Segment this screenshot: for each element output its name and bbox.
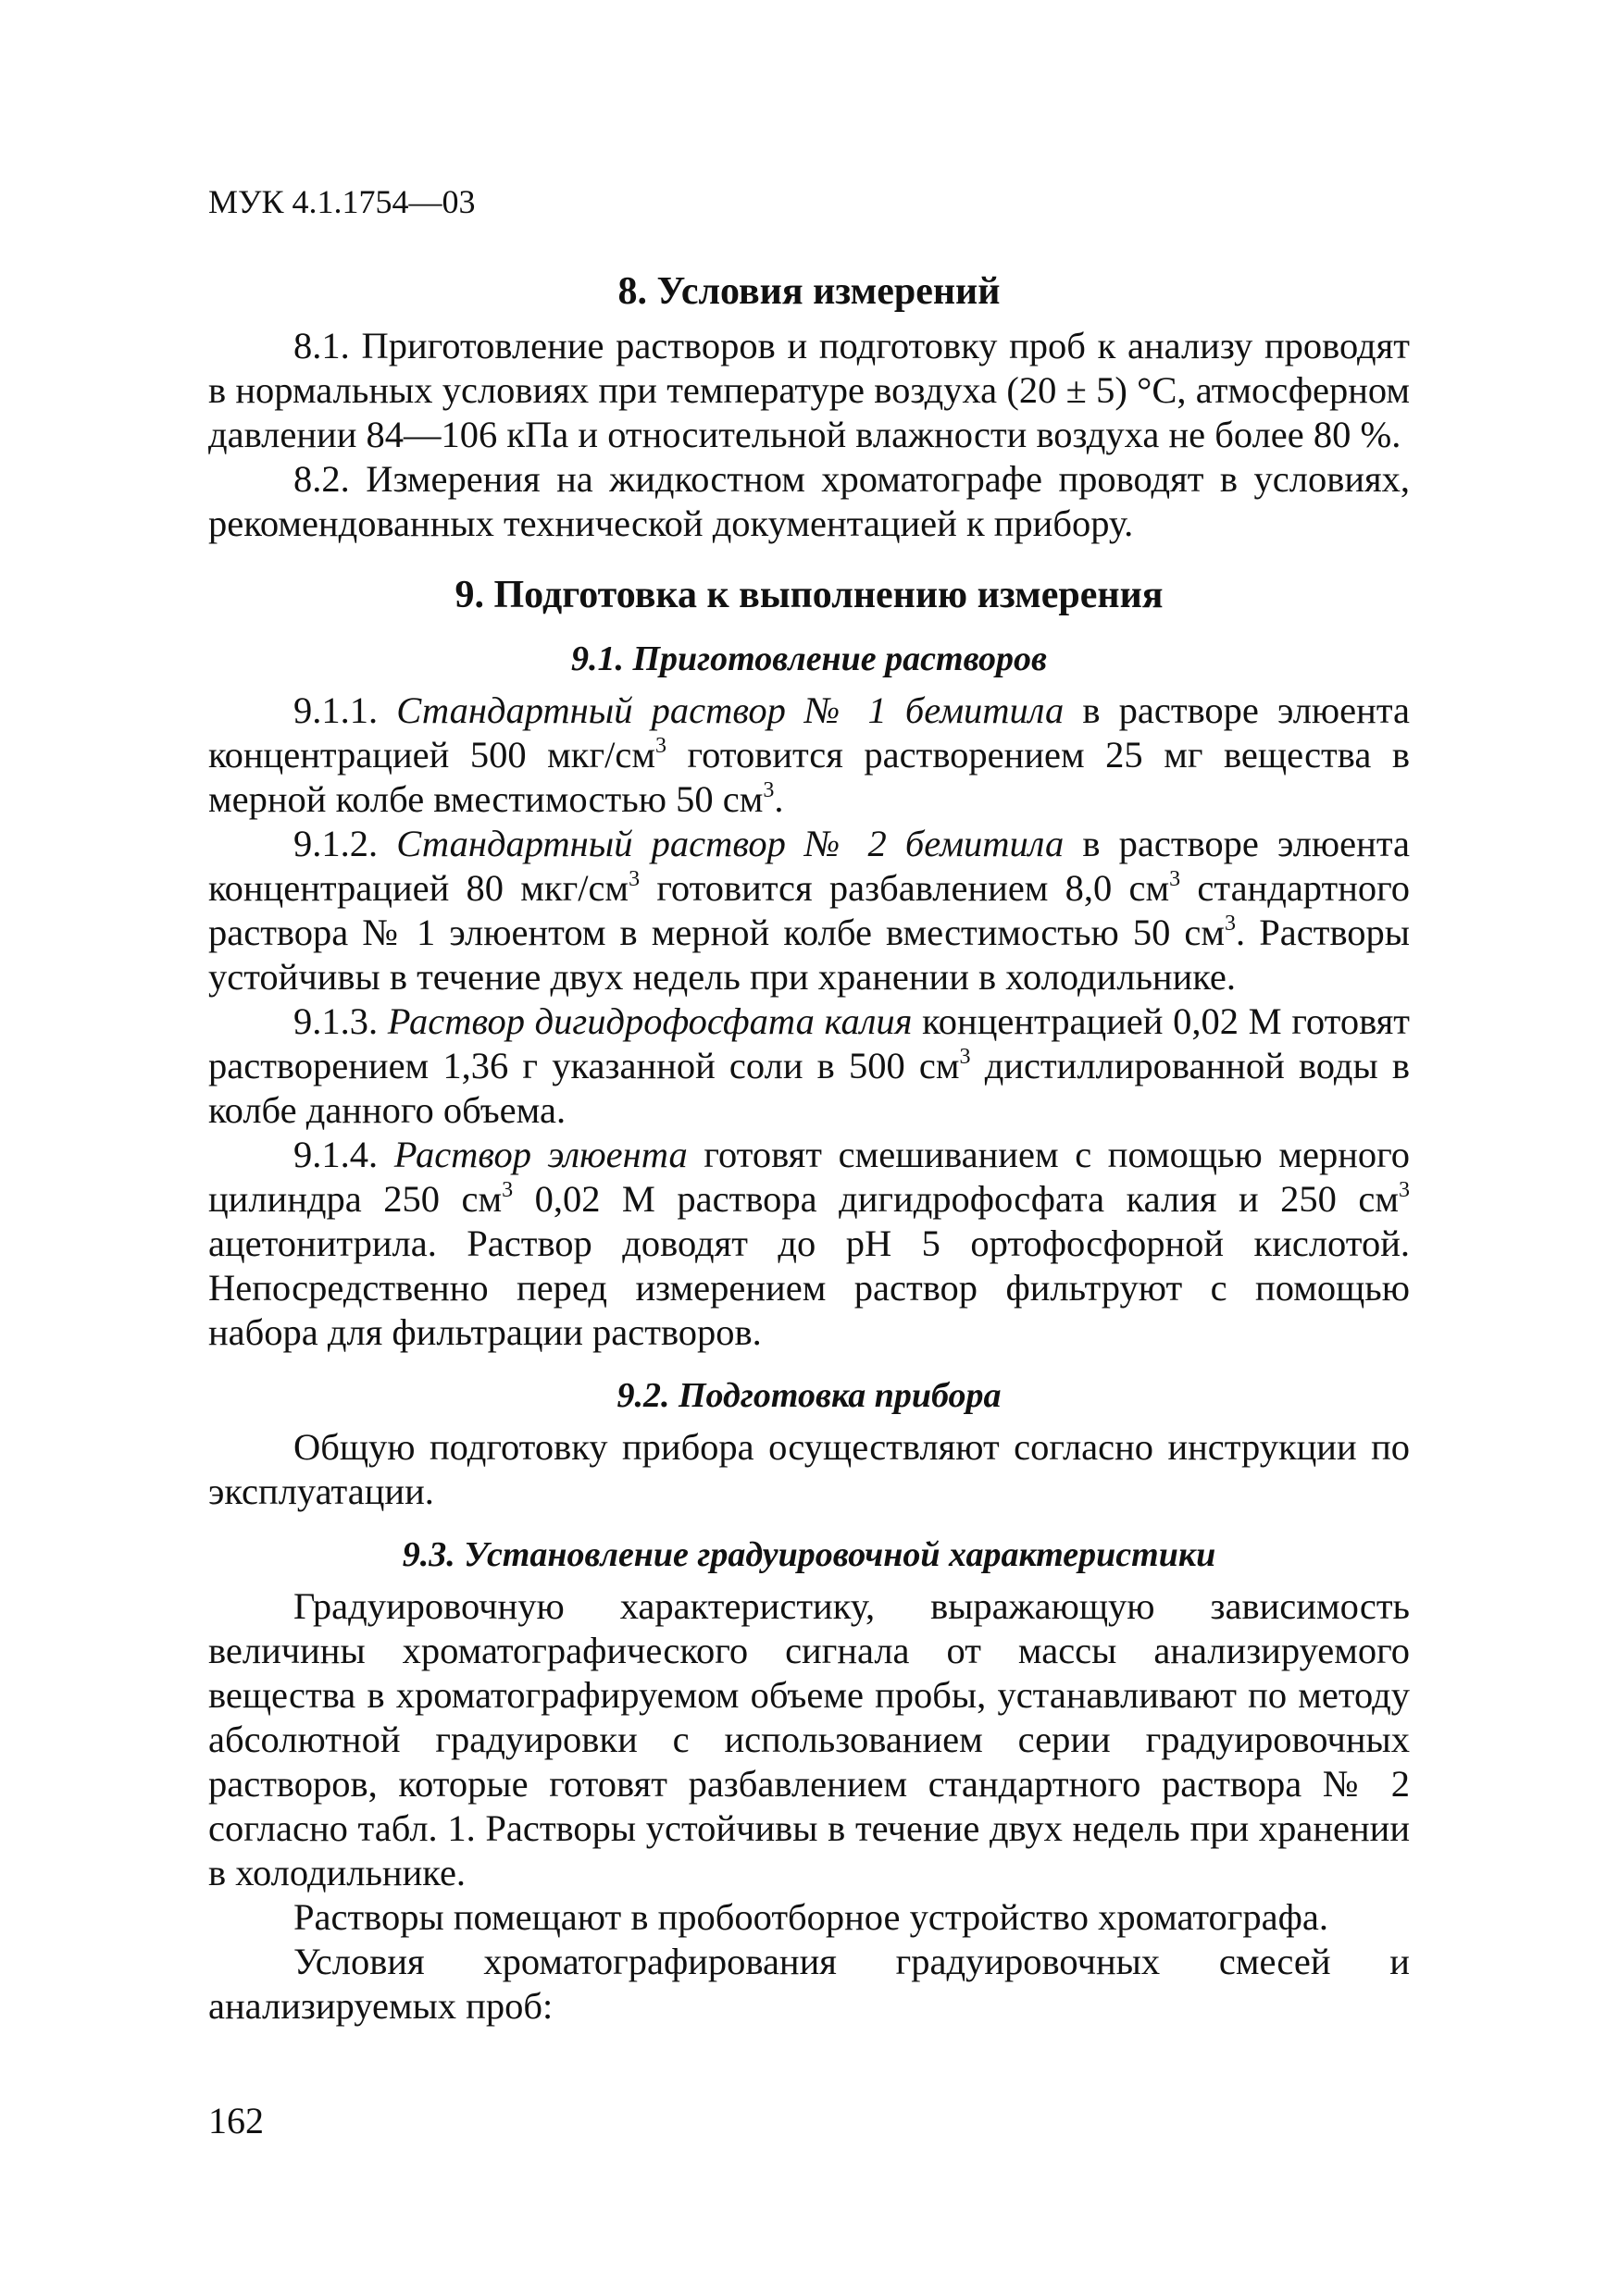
text-run: ацетонитрила. Раствор доводят до pH 5 ортофосфорной кислотой. Непосредственно перед измерением раствор фильтруют с помощью набора для фильтрации растворов. [208, 1222, 1410, 1353]
section-8-title: 8. Условия измерений [617, 270, 1001, 313]
page-content [208, 268, 1410, 2029]
text-run: 0,02 М раствора дигидрофосфата калия и 250 см [513, 1178, 1400, 1220]
page-number: 162 [208, 2100, 264, 2141]
clause-number: 9.1.1. [293, 689, 397, 731]
subsection-9-3-title: 9.3. Установление градуировочной характеристики [402, 1535, 1216, 1574]
superscript: 3 [1399, 1178, 1411, 1202]
paragraph-9-1-4 [208, 1133, 1410, 1355]
clause-number: 9.1.4. [293, 1134, 394, 1175]
paragraph-9-2: Общую подготовку прибора осуществляют согласно инструкции по эксплуатации. [208, 1426, 1410, 1512]
emphasized-term: Стандартный раствор № 1 бемитила [396, 689, 1065, 731]
text-run: стандартного раствора № 1 элюентом в мерной колбе вместимостью 50 см [208, 867, 1410, 953]
clause-number: 9.1.2. [293, 823, 397, 864]
superscript: 3 [959, 1045, 971, 1069]
emphasized-term: Раствор элюента [393, 1134, 688, 1175]
text-run: концентрацией 0,02 М готовят растворением 1,36 г указанной соли в 500 см [208, 1000, 1410, 1086]
clause-number: 9.1.3. [293, 1000, 388, 1042]
superscript: 3 [763, 778, 775, 802]
paragraph-8-2: 8.2. Измерения на жидкостном хроматографе проводят в условиях, рекомендованных технической документацией к прибору. [208, 458, 1410, 544]
emphasized-term: Стандартный раствор № 2 бемитила [396, 823, 1065, 864]
text-run: в растворе элюента концентрацией 500 мкг/см [208, 689, 1410, 776]
superscript: 3 [629, 867, 641, 891]
paragraph-9-1-3 [208, 999, 1410, 1133]
document-code: МУК 4.1.1754—03 [208, 183, 476, 220]
subsection-9-2-title: 9.2. Подготовка прибора [616, 1376, 1002, 1415]
text-run: в растворе элюента концентрацией 80 мкг/см [208, 823, 1410, 909]
text-run: . [774, 778, 784, 820]
text-run: готовят смешиванием с помощью мерного цилиндра 250 см [208, 1134, 1410, 1220]
paragraph-8-1: 8.1. Приготовление растворов и подготовку проб к анализу проводят в нормальных условиях при температуре воздуха (20 ± 5) °С, атмосферном давлении 84—106 кПа и относительной влажности воздуха не более 80 %. [208, 325, 1410, 455]
text-run: дистиллированной воды в колбе данного объема. [208, 1045, 1411, 1131]
paragraph-9-1-2 [208, 822, 1410, 999]
paragraph-9-1-1 [208, 689, 1410, 822]
superscript: 3 [502, 1178, 514, 1202]
paragraph-9-3-c: Условия хроматографирования градуировочных смесей и анализируемых проб: [208, 1941, 1410, 2027]
superscript: 3 [1169, 867, 1181, 891]
emphasized-term: Раствор дигидрофосфата калия [387, 1000, 913, 1042]
text-run: готовится растворением 25 мг вещества в мерной колбе вместимостью 50 см [208, 734, 1411, 820]
superscript: 3 [654, 734, 666, 758]
subsection-9-1-title: 9.1. Приготовление растворов [570, 639, 1048, 678]
paragraph-9-3-b: Растворы помещают в пробоотборное устройство хроматографа. [293, 1896, 1328, 1938]
paragraph-9-3-a: Градуировочную характеристику, выражающую зависимость величины хроматографического сигнала от массы анализируемого вещества в хроматографируемом объеме пробы, устанавливают по методу абсолютной градуировки с использованием серии градуировочных растворов, которые готовят разбавлением стандартного раствора № 2 согласно табл. 1. Растворы устойчивы в течение двух недель при хранении в холодильнике. [208, 1585, 1410, 1893]
superscript: 3 [1225, 912, 1237, 936]
text-run: . Растворы устойчивы в течение двух недель при хранении в холодильнике. [208, 912, 1411, 998]
text-run: готовится разбавлением 8,0 см [640, 867, 1170, 909]
section-9-title: 9. Подготовка к выполнению измерения [455, 574, 1164, 616]
